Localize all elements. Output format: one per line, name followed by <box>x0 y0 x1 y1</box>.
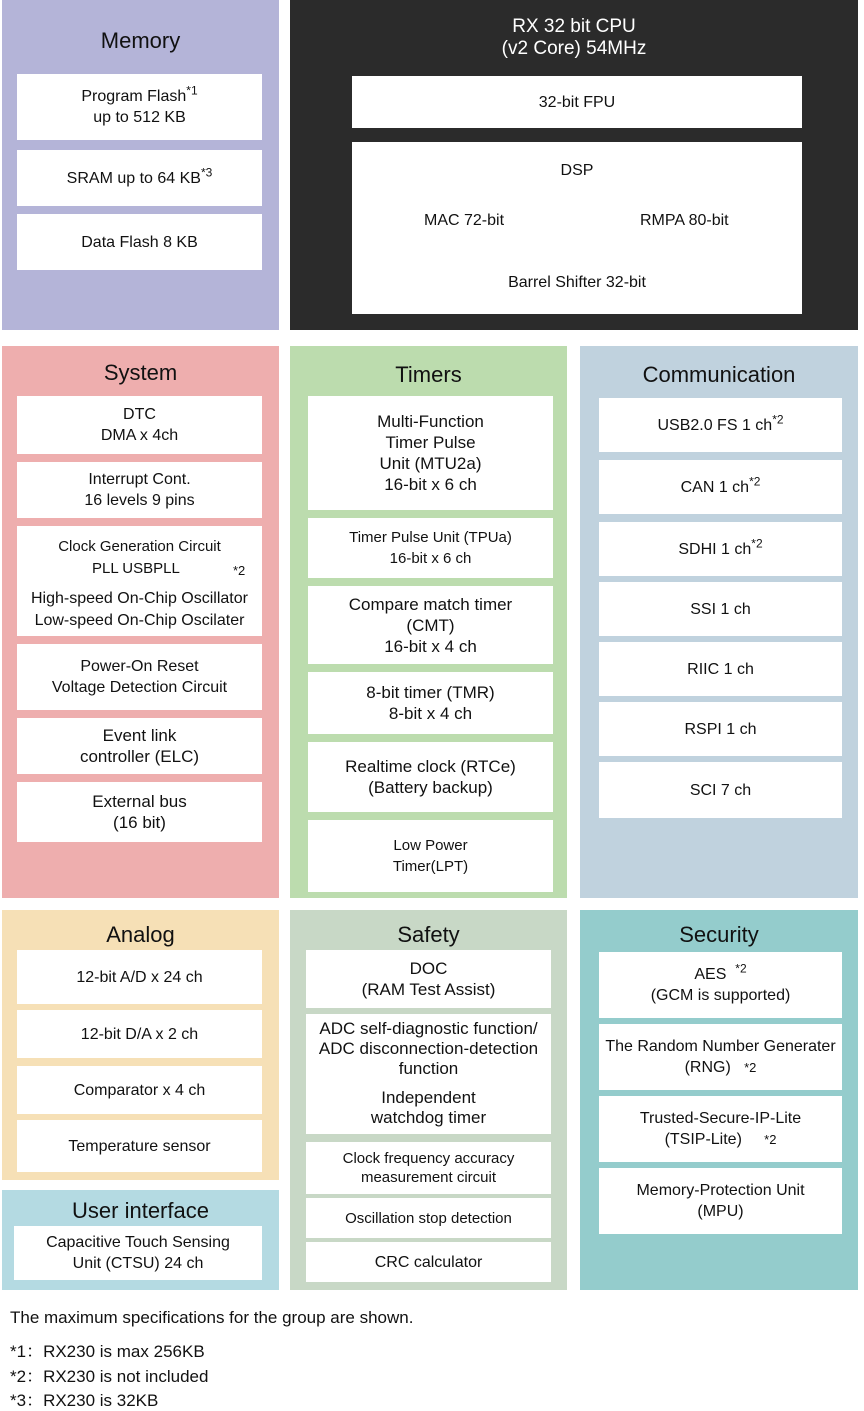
oscillation-stop-box <box>306 1198 551 1238</box>
cpu-title-line1: RX 32 bit CPU <box>512 16 636 37</box>
communication-panel <box>580 346 858 898</box>
rng-abbr: (RNG) <box>684 1059 731 1076</box>
comparator-label: Comparator x 4 ch <box>73 1081 206 1099</box>
hoco-label: High-speed On-Chip Oscillator <box>31 590 248 607</box>
dma-label: DMA x 4ch <box>100 427 179 444</box>
mtu-line4: 16-bit x 6 ch <box>384 475 477 494</box>
adc-line1: ADC self-diagnostic function/ <box>319 1019 538 1038</box>
sdhi-box <box>599 522 842 576</box>
footnote-mark: *3 <box>200 165 213 180</box>
power-on-reset-label: Power-On Reset <box>80 658 199 675</box>
can-label: CAN 1 ch <box>680 478 750 496</box>
external-bus-box <box>17 782 262 842</box>
elc-box <box>17 718 262 774</box>
mac-label: MAC 72-bit <box>424 212 505 229</box>
mtu-box <box>308 396 553 510</box>
tpu-box <box>308 518 553 578</box>
timers-title: Timers <box>395 362 462 387</box>
footnote-mark: *2 <box>749 474 761 489</box>
riic-box <box>599 642 842 696</box>
tpu-spec: 16-bit x 6 ch <box>389 550 472 567</box>
clock-accuracy-label-2: measurement circuit <box>360 1169 497 1186</box>
loco-label: Low-speed On-Chip Oscilater <box>34 612 245 629</box>
tsip-label: Trusted-Secure-IP-Lite <box>639 1110 802 1127</box>
doc-desc: (RAM Test Assist) <box>361 980 496 999</box>
interrupt-label: Interrupt Cont. <box>88 471 191 488</box>
rng-label: The Random Number Generater <box>605 1038 836 1055</box>
timers-panel <box>290 346 567 898</box>
rtc-box <box>308 742 553 812</box>
footnote-mark: *2 <box>764 1132 777 1147</box>
usb-box <box>599 398 842 452</box>
ctsu-spec: Unit (CTSU) 24 ch <box>72 1255 204 1272</box>
cpu-panel <box>290 0 858 330</box>
footnote-2: *2：RX230 is not included <box>10 1367 209 1386</box>
memory-title: Memory <box>100 28 181 53</box>
sram-box <box>17 150 262 206</box>
clock-box <box>17 526 262 636</box>
rng-box <box>599 1024 842 1090</box>
cmt-abbr: (CMT) <box>406 615 455 635</box>
aes-label: AES <box>694 966 727 983</box>
dsp-title: DSP <box>560 162 594 179</box>
dsp-box <box>352 142 802 314</box>
riic-label: RIIC 1 ch <box>687 660 754 678</box>
power-box <box>17 644 262 710</box>
da-box <box>17 1010 262 1058</box>
interrupt-box <box>17 462 262 518</box>
mpu-label: Memory-Protection Unit <box>636 1182 805 1199</box>
adc-line2: ADC disconnection-detection <box>318 1039 539 1058</box>
lpt-label: Low Power <box>393 837 468 854</box>
footnote-1: *1：RX230 is max 256KB <box>10 1342 205 1361</box>
cpu-title <box>290 16 858 60</box>
ssi-box <box>599 582 842 636</box>
mtu-line2: Timer Pulse <box>385 433 476 452</box>
rtc-label: Realtime clock (RTCe) <box>345 757 516 776</box>
tmr-box <box>308 672 553 734</box>
data-flash-box <box>17 214 262 270</box>
barrel-shifter-label: Barrel Shifter 32-bit <box>508 274 646 291</box>
lpt-box <box>308 820 553 892</box>
usb-label: USB2.0 FS 1 ch <box>657 416 773 434</box>
communication-title: Communication <box>642 362 796 387</box>
tmr-spec: 8-bit x 4 ch <box>388 704 473 723</box>
user-interface-panel <box>2 1190 279 1290</box>
rmpa-label: RMPA 80-bit <box>640 212 729 229</box>
ssi-label: SSI 1 ch <box>690 600 751 618</box>
footnote-3: *3：RX230 is 32KB <box>10 1391 159 1410</box>
user-interface-title: User interface <box>72 1198 209 1223</box>
tsip-box <box>599 1096 842 1162</box>
data-flash-label: Data Flash 8 KB <box>81 233 198 251</box>
lpt-label-2: Timer(LPT) <box>392 858 469 875</box>
sdhi-label: SDHI 1 ch <box>678 540 752 558</box>
adc-diagnostic-box <box>306 1014 551 1084</box>
elc-label-2: controller (ELC) <box>79 747 200 766</box>
system-panel <box>2 346 279 898</box>
clock-label: Clock Generation Circuit <box>58 538 221 555</box>
crc-label: CRC calculator <box>374 1253 483 1271</box>
footnote-mark: *1 <box>186 83 198 98</box>
fpu-box <box>352 76 802 128</box>
security-title: Security <box>679 922 759 947</box>
cmt-spec: 16-bit x 4 ch <box>384 636 477 656</box>
mpu-box <box>599 1168 842 1234</box>
external-bus-label: External bus <box>92 792 187 811</box>
oscillation-stop-label: Oscillation stop detection <box>345 1209 512 1227</box>
watchdog-label-2: watchdog timer <box>370 1108 487 1127</box>
footnote-mark: *2 <box>772 412 784 427</box>
watchdog-label: Independent <box>381 1088 476 1107</box>
clock-accuracy-label: Clock frequency accuracy <box>342 1150 515 1167</box>
rspi-label: RSPI 1 ch <box>684 720 757 738</box>
program-flash-label: Program Flash <box>81 88 187 105</box>
rspi-box <box>599 702 842 756</box>
adc-line3: function <box>398 1059 459 1078</box>
elc-label: Event link <box>102 726 177 745</box>
external-bus-width: (16 bit) <box>113 813 166 832</box>
crc-box <box>306 1242 551 1282</box>
cmt-label: Compare match timer <box>348 594 513 614</box>
doc-box <box>306 950 551 1008</box>
footnote-mark: *2 <box>735 961 747 976</box>
dtc-label: DTC <box>123 406 156 423</box>
ad-box <box>17 950 262 1004</box>
voltage-detection-label: Voltage Detection Circuit <box>51 679 228 696</box>
program-flash-size: up to 512 KB <box>93 109 186 126</box>
footnote-mark: *2 <box>233 563 246 578</box>
sci-label: SCI 7 ch <box>689 781 752 799</box>
analog-title: Analog <box>106 922 175 947</box>
rtc-battery: (Battery backup) <box>368 778 493 797</box>
gcm-label: (GCM is supported) <box>650 987 791 1004</box>
safety-title: Safety <box>397 922 460 947</box>
memory-panel <box>2 0 279 330</box>
can-box <box>599 460 842 514</box>
security-panel <box>580 910 858 1290</box>
watchdog-box <box>306 1082 551 1134</box>
ctsu-box <box>14 1226 262 1280</box>
tmr-label: 8-bit timer (TMR) <box>366 683 495 702</box>
mpu-abbr: (MPU) <box>697 1203 744 1220</box>
sram-label: SRAM up to 64 KB <box>66 169 201 187</box>
mtu-line3: Unit (MTU2a) <box>379 454 482 473</box>
pll-label: PLL USBPLL <box>92 560 180 577</box>
safety-panel <box>290 910 567 1290</box>
clock-accuracy-box <box>306 1142 551 1194</box>
mtu-line1: Multi-Function <box>377 412 484 431</box>
cpu-title-line2: (v2 Core) 54MHz <box>501 38 647 59</box>
dtc-box <box>17 396 262 454</box>
ad-label: 12-bit A/D x 24 ch <box>76 968 203 986</box>
ctsu-label: Capacitive Touch Sensing <box>46 1234 230 1251</box>
sci-box <box>599 762 842 818</box>
interrupt-levels: 16 levels 9 pins <box>84 492 195 509</box>
footnote-mark: *2 <box>751 536 763 551</box>
footnote-intro: The maximum specifications for the group are shown. <box>10 1308 414 1327</box>
temperature-sensor-label: Temperature sensor <box>68 1137 211 1155</box>
analog-panel <box>2 910 279 1180</box>
fpu-label: 32-bit FPU <box>538 93 616 111</box>
tpu-label: Timer Pulse Unit (TPUa) <box>349 529 512 546</box>
cmt-box <box>308 586 553 664</box>
footnote-mark: *2 <box>744 1060 757 1075</box>
temperature-sensor-box <box>17 1120 262 1172</box>
system-title: System <box>103 360 178 385</box>
comparator-box <box>17 1066 262 1114</box>
tsip-abbr: (TSIP-Lite) <box>664 1131 742 1148</box>
program-flash-box <box>17 74 262 140</box>
doc-label: DOC <box>409 959 448 978</box>
da-label: 12-bit D/A x 2 ch <box>80 1025 199 1043</box>
aes-box <box>599 952 842 1018</box>
